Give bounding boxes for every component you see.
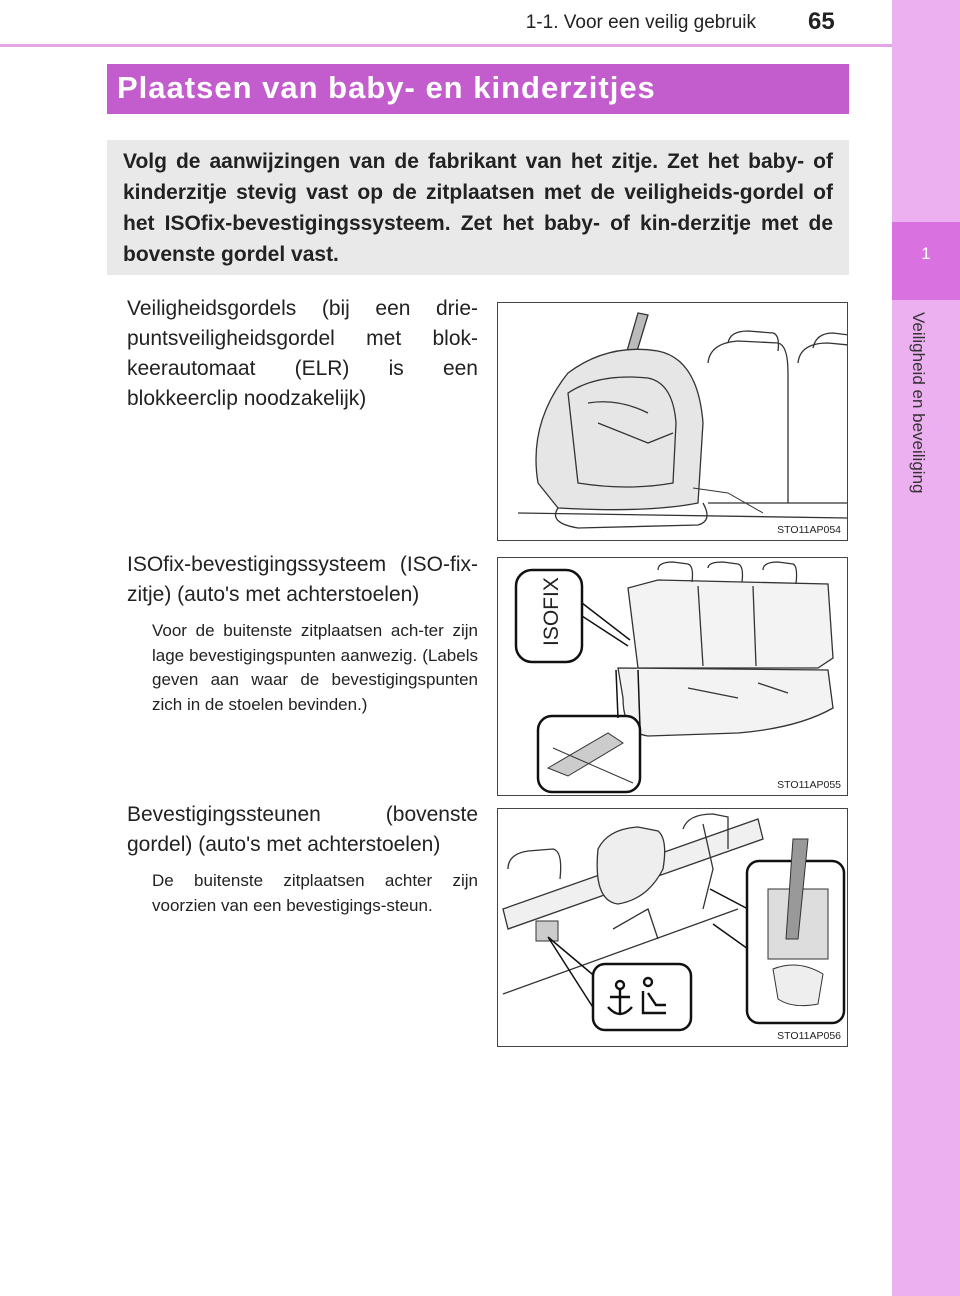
chapter-number: 1: [921, 244, 931, 263]
figure-isofix: [497, 557, 848, 796]
item-tether-subtext: De buitenste zitplaatsen achter zijn voorzien van een bevestigings-steun.: [152, 871, 478, 915]
section-title-bar: [107, 64, 849, 114]
item-isofix-subtext: Voor de buitenste zitplaatsen ach-ter zijn lage bevestigingspunten aanwezig. (Labels geven aan waar de bevestigingspunten zich in de stoelen bevinden.): [152, 621, 478, 714]
intro-box: [107, 140, 849, 275]
child-seat-illustration: [498, 303, 848, 541]
section-title: Plaatsen van baby- en kinderzitjes: [117, 70, 656, 105]
figure-label: STO11AP054: [777, 524, 841, 536]
figure-seatbelt-childseat: [497, 302, 848, 541]
header-divider: [0, 44, 892, 47]
item-isofix-text: ISOfix-bevestigingssysteem (ISO-fix-zitje) (auto's met achterstoelen): [127, 553, 478, 606]
intro-text: Volg de aanwijzingen van de fabrikant van het zitje. Zet het baby- of kinderzitje stevig vast op de zitplaatsen met de veiligheids-gordel of het ISOfix-bevestigingssysteem. Zet het baby- of kin-derzitje met de bovenste gordel vast.: [123, 150, 833, 266]
figure-label: STO11AP056: [777, 1030, 841, 1042]
chapter-title: Veiligheid en beveiliging: [909, 312, 928, 494]
item-seatbelt-text: Veiligheidsgordels (bij een drie-puntsveiligheidsgordel met blok-keerautomaat (ELR) is een blokkeerclip noodzakelijk): [127, 297, 478, 410]
figure-label: STO11AP055: [777, 779, 841, 791]
chapter-side-tab: [892, 0, 960, 1296]
figure-top-tether: [497, 808, 848, 1047]
isofix-tag: ISOFIX: [540, 577, 563, 646]
item-tether-text: Bevestigingssteunen (bovenste gordel) (auto's met achterstoelen): [127, 803, 478, 856]
header-section-title: 1-1. Voor een veilig gebruik: [525, 12, 756, 33]
isofix-illustration: [498, 558, 848, 796]
top-tether-illustration: [498, 809, 848, 1047]
page-number: 65: [808, 8, 835, 35]
